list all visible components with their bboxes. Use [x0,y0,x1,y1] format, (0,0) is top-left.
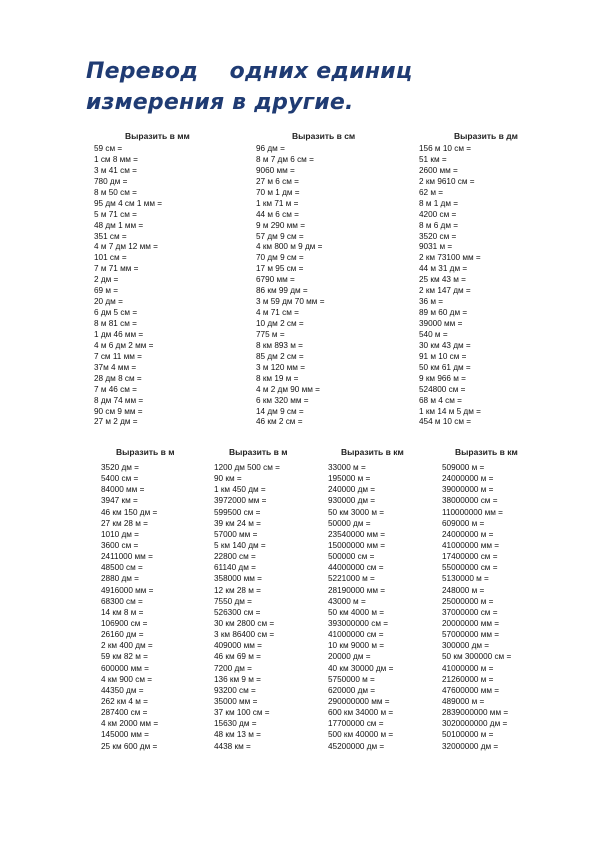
task-item: 780 дм = [94,176,128,186]
task-item: 15000000 мм = [328,540,386,550]
task-item: 6790 мм = [256,275,295,285]
task-item: 4 м 2 дм 90 мм = [256,384,320,394]
task-item: 4 км 2000 мм = [101,719,159,729]
task-item: 609000 м = [442,518,485,528]
task-item: 48 дм 1 мм = [94,220,144,230]
column-to-m-2 [214,445,288,752]
task-item: 20000000 мм = [442,618,500,628]
task-item: 57000000 мм = [442,630,500,640]
column-to-dm [419,129,518,428]
task-item: 3 м 59 дм 70 мм = [256,297,325,307]
task-item: 25 км 43 м = [419,275,466,285]
task-item: 28 дм 8 см = [94,373,142,383]
task-item: 93200 см = [214,685,256,695]
task-item: 90 км = [214,474,242,484]
task-item: 145000 мм = [101,730,149,740]
task-item: 4916000 мм = [101,585,154,595]
task-item: 86 км 99 дм = [256,286,308,296]
task-item: 21260000 м = [442,674,494,684]
task-item: 8 м 7 дм 6 см = [256,154,314,164]
task-item: 84000 мм = [101,485,145,495]
column-heading: Выразить в мм [125,131,190,141]
task-item: 500 км 40000 м = [328,730,394,740]
task-item: 39 км 24 м = [214,518,261,528]
task-list [101,462,175,752]
title-line-2: измерения в другие. [86,90,354,115]
task-item: 1 см 8 мм = [94,154,138,164]
task-item: 600000 мм = [101,663,149,673]
task-item: 3600 см = [101,540,139,550]
task-item: 2 км 9610 см = [419,176,475,186]
task-item: 1010 дм = [101,529,139,539]
task-item: 2 км 400 дм = [101,641,153,651]
task-item: 50 км 3000 м = [328,507,385,517]
task-item: 51 км = [419,154,447,164]
task-item: 248000 м = [442,585,485,595]
task-item: 45200000 дм = [328,741,385,751]
task-item: 8 км 19 м = [256,373,299,383]
task-item: 33000 м = [328,463,366,472]
task-item: 8 м 81 см = [94,319,137,328]
task-item: 20 дм = [94,297,123,307]
task-item: 69 м = [94,286,119,296]
task-item: 36 м = [419,297,444,307]
task-item: 1200 дм 500 см = [214,463,280,472]
column-heading: Выразить в км [455,447,518,457]
task-item: 27 км 28 м = [101,518,148,528]
column-to-km-2 [442,445,518,752]
task-item: 775 м = [256,329,285,339]
task-item: 101 см = [94,253,127,263]
task-item: 17400000 см = [442,552,498,562]
task-item: 3 км 86400 см = [214,630,275,640]
column-to-cm [256,129,355,428]
task-item: 1 км 14 м 5 дм = [419,406,481,416]
task-item: 14 дм 9 см = [256,406,304,416]
task-item: 20000 дм = [328,652,371,662]
task-item: 5130000 м = [442,574,489,584]
task-item: 32000000 дм = [442,741,499,751]
task-item: 3972000 мм = [214,496,267,506]
task-item: 48500 см = [101,563,143,573]
task-item: 287400 см = [101,708,148,718]
task-item: 47600000 мм = [442,685,500,695]
task-item: 57000 мм = [214,529,258,539]
task-item: 25 км 600 дм = [101,741,158,751]
task-item: 600 км 34000 м = [328,708,394,718]
task-item: 620000 дм = [328,685,376,695]
task-item: 59 км 82 м = [101,652,148,662]
task-item: 8 дм 74 мм = [94,395,144,405]
task-item: 50 км 4000 м = [328,607,385,617]
task-item: 2 км 73100 мм = [419,253,481,263]
task-item: 17 м 95 см = [256,264,304,274]
task-item: 44350 дм = [101,685,144,695]
task-item: 240000 дм = [328,485,376,495]
task-item: 8 м 1 дм = [419,198,459,208]
task-item: 156 м 10 см = [419,144,471,153]
task-item: 9060 мм = [256,165,295,175]
task-item: 5221000 м = [328,574,375,584]
task-item: 37000000 см = [442,607,498,617]
column-to-km-1 [328,445,404,752]
column-heading: Выразить в км [341,447,404,457]
task-item: 10 дм 2 см = [256,319,304,328]
task-item: 409000 мм = [214,641,262,651]
page-title [86,56,556,118]
task-item: 110000000 мм = [442,507,503,517]
task-item: 38000000 см = [442,496,498,506]
task-list [328,462,404,752]
task-item: 46 км 69 м = [214,652,261,662]
task-item: 599500 см = [214,507,261,517]
task-item: 262 км 4 м = [101,696,148,706]
task-item: 50000 дм = [328,518,371,528]
task-item: 41000000 см = [328,630,384,640]
task-item: 4 м 7 дм 12 мм = [94,242,158,252]
task-item: 70 м 1 дм = [256,187,300,197]
task-item: 106900 см = [101,618,148,628]
task-item: 524800 см = [419,384,466,394]
task-item: 2 км 147 дм = [419,286,471,296]
task-item: 37 км 100 см = [214,708,270,718]
task-list [442,462,518,752]
task-item: 4200 см = [419,209,457,219]
task-item: 7 м 46 см = [94,384,137,394]
task-item: 44 м 31 дм = [419,264,468,274]
task-item: 55000000 см = [442,563,498,573]
task-item: 9 м 290 мм = [256,220,305,230]
task-item: 68300 см = [101,596,143,606]
task-item: 4 км 800 м 9 дм = [256,242,323,252]
task-item: 61140 дм = [214,563,256,573]
task-item: 500000 см = [328,552,375,562]
task-item: 4 м 71 см = [256,308,299,318]
task-item: 24000000 м = [442,474,494,484]
task-item: 40 км 30000 дм = [328,663,394,673]
task-item: 3 м 41 см = [94,165,137,175]
task-item: 290000000 мм = [328,696,390,706]
task-item: 89 м 60 дм = [419,308,468,318]
task-item: 3520 дм = [101,463,139,472]
task-item: 526300 см = [214,607,261,617]
task-item: 489000 м = [442,696,485,706]
task-item: 44 м 6 см = [256,209,299,219]
task-item: 351 см = [94,231,127,241]
task-item: 30 км 43 дм = [419,340,471,350]
task-item: 5750000 м = [328,674,375,684]
task-item: 41000000 м = [442,663,494,673]
task-item: 37м 4 мм = [94,362,137,372]
task-item: 91 м 10 см = [419,351,467,361]
task-item: 1 км 71 м = [256,198,299,208]
task-item: 7550 дм = [214,596,252,606]
task-item: 41000000 мм = [442,540,500,550]
task-item: 57 дм 9 см = [256,231,304,241]
task-item: 2839000000 мм = [442,708,509,718]
task-item: 358000 мм = [214,574,262,584]
column-heading: Выразить в дм [454,131,518,141]
task-item: 59 см = [94,144,123,153]
task-item: 1 дм 46 мм = [94,329,144,339]
task-item: 300000 дм = [442,641,490,651]
task-list [94,144,190,428]
task-item: 540 м = [419,329,448,339]
task-item: 90 см 9 мм = [94,406,143,416]
column-heading: Выразить в см [292,131,356,141]
task-item: 24000000 м = [442,529,494,539]
task-item: 6 дм 5 см = [94,308,138,318]
task-item: 26160 дм = [101,630,144,640]
task-item: 3947 км = [101,496,138,506]
task-item: 27 м 2 дм = [94,417,138,427]
task-item: 3 м 120 мм = [256,362,305,372]
task-item: 9031 м = [419,242,453,252]
task-item: 68 м 4 см = [419,395,462,405]
task-item: 4438 км = [214,741,251,751]
task-item: 62 м = [419,187,444,197]
task-item: 50 км 300000 см = [442,652,512,662]
task-item: 195000 м = [328,474,371,484]
task-item: 17700000 см = [328,719,384,729]
task-item: 3520 см = [419,231,457,241]
task-item: 22800 см = [214,552,256,562]
task-item: 70 дм 9 см = [256,253,304,263]
task-item: 25000000 м = [442,596,494,606]
task-item: 5400 см = [101,474,139,484]
task-item: 28190000 мм = [328,585,386,595]
task-item: 1 км 450 дм = [214,485,266,495]
task-item: 7200 дм = [214,663,252,673]
task-item: 43000 м = [328,596,366,606]
task-item: 50 км 61 дм = [419,362,471,372]
task-item: 35000 мм = [214,696,258,706]
task-item: 46 км 2 см = [256,417,303,427]
task-item: 48 км 13 м = [214,730,261,740]
task-item: 454 м 10 см = [419,417,471,427]
task-item: 46 км 150 дм = [101,507,158,517]
task-item: 4 м 6 дм 2 мм = [94,340,154,350]
task-item: 3020000000 дм = [442,719,508,729]
task-item: 39000 мм = [419,319,463,328]
task-item: 95 дм 4 см 1 мм = [94,198,163,208]
column-to-mm [94,129,190,428]
task-item: 7 см 11 мм = [94,351,142,361]
task-item: 8 км 893 м = [256,340,303,350]
task-item: 2411000 мм = [101,552,153,562]
task-item: 8 м 50 см = [94,187,137,197]
task-item: 7 м 71 мм = [94,264,139,274]
task-item: 136 км 9 м = [214,674,261,684]
task-item: 30 км 2800 см = [214,618,275,628]
title-line-1: Перевод одних единиц [86,59,413,84]
task-item: 39000000 м = [442,485,494,495]
task-item: 2 дм = [94,275,119,285]
task-item: 4 км 900 см = [101,674,153,684]
task-item: 12 км 28 м = [214,585,261,595]
column-to-m-1 [101,445,175,752]
task-item: 96 дм = [256,144,285,153]
task-item: 27 м 6 см = [256,176,299,186]
task-item: 50100000 м = [442,730,494,740]
task-item: 2880 дм = [101,574,139,584]
task-item: 9 км 966 м = [419,373,466,383]
task-item: 5 м 71 см = [94,209,137,219]
task-item: 14 км 8 м = [101,607,144,617]
task-list [214,462,288,752]
task-item: 85 дм 2 см = [256,351,304,361]
task-item: 23540000 мм = [328,529,386,539]
column-heading: Выразить в м [116,447,175,457]
task-item: 5 км 140 дм = [214,540,266,550]
column-heading: Выразить в м [229,447,288,457]
task-item: 10 км 9000 м = [328,641,385,651]
task-item: 930000 дм = [328,496,376,506]
task-list [419,144,518,428]
task-item: 6 км 320 мм = [256,395,309,405]
task-item: 2600 мм = [419,165,458,175]
task-item: 44000000 см = [328,563,384,573]
task-item: 15630 дм = [214,719,257,729]
task-item: 393000000 см = [328,618,389,628]
task-item: 509000 м = [442,463,485,472]
task-item: 8 м 6 дм = [419,220,459,230]
task-list [256,144,355,428]
